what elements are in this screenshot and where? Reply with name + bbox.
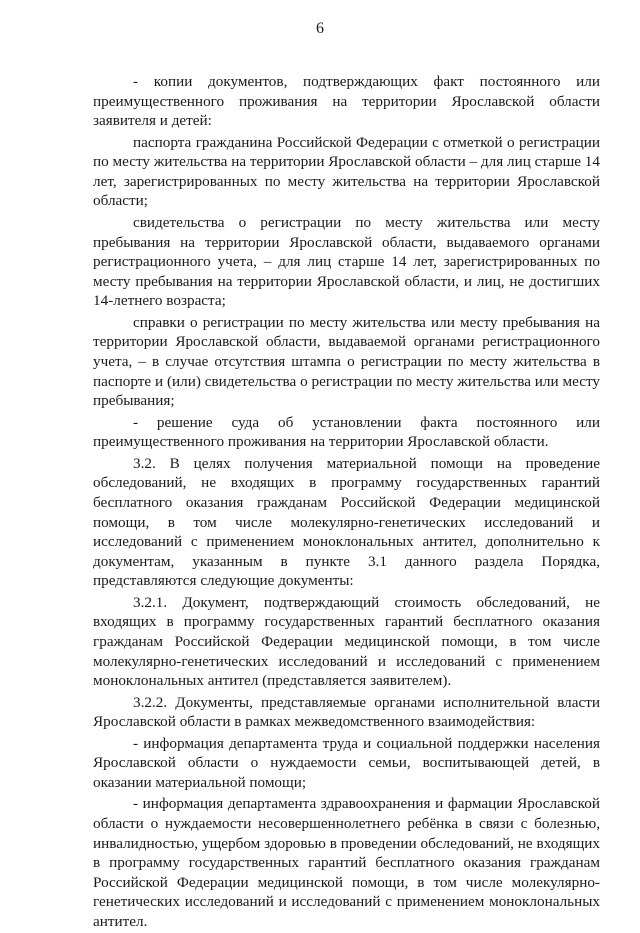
document-body (93, 72, 600, 933)
paragraph-registration-reference: справки о регистрации по месту жительства или месту пребывания на территории Ярославской области, выдаваемой органами регистрационного учета, – в случае отсутствия штампа о регистрации по месту жительства в паспорте и (или) свидетельства о регистрации по месту жительства или месту пребывания; (93, 313, 600, 410)
paragraph-health-department-info: - информация департамента здравоохранения и фармации Ярославской области о нуждаемости несовершеннолетнего ребёнка в связи с болезнью, инвалидностью, ущербом здоровью в проведении обследований, не входящих в программу государственных гарантий бесплатного оказания гражданам Российской Федерации медицинской помощи, в том числе молекулярно-генетических исследований и исследований с применением моноклональных антител. (93, 795, 600, 930)
paragraph-passport: паспорта гражданина Российской Федерации с отметкой о регистрации по месту жительства на территории Ярославской области – для лиц старше 14 лет, зарегистрированных по месту жительства на территории Ярославской области; (93, 133, 600, 210)
paragraph-registration-certificate: свидетельства о регистрации по месту жительства или месту пребывания на территории Ярославской области, выдаваемого органами регистрационного учета, – для лиц старше 14 лет, зарегистрированных по месту пребывания на территории Ярославской области, и лиц, не достигших 14-летнего возраста; (93, 213, 600, 310)
paragraph-section-3-2: 3.2. В целях получения материальной помощи на проведение обследований, не входящих в программу государственных гарантий бесплатного оказания гражданам Российской Федерации медицинской помощи, в том числе молекулярно-генетических исследований и исследований с применением моноклональных антител, дополнительно к документам, указанным в пункте 3.1 данного раздела Порядка, представляются следующие документы: (93, 454, 600, 590)
paragraph-court-decision: - решение суда об установлении факта постоянного или преимущественного проживания на территории Ярославской области. (93, 413, 600, 451)
paragraph-residence-documents: - копии документов, подтверждающих факт постоянного или преимущественного проживания на территории Ярославской области заявителя и детей: (93, 73, 600, 130)
paragraph-section-3-2-2: 3.2.2. Документы, представляемые органами исполнительной власти Ярославской области в рамках межведомственного взаимодействия: (93, 693, 600, 731)
page-number: 6 (316, 20, 324, 37)
paragraph-labor-department-info: - информация департамента труда и социальной поддержки населения Ярославской области о нуждаемости семьи, воспитывающей детей, в оказании материальной помощи; (93, 734, 600, 791)
paragraph-section-3-2-1: 3.2.1. Документ, подтверждающий стоимость обследований, не входящих в программу государственных гарантий бесплатного оказания гражданам Российской Федерации медицинской помощи, в том числе молекулярно-генетических исследований и исследований с применением моноклональных антител (представляется заявителем). (93, 593, 600, 690)
